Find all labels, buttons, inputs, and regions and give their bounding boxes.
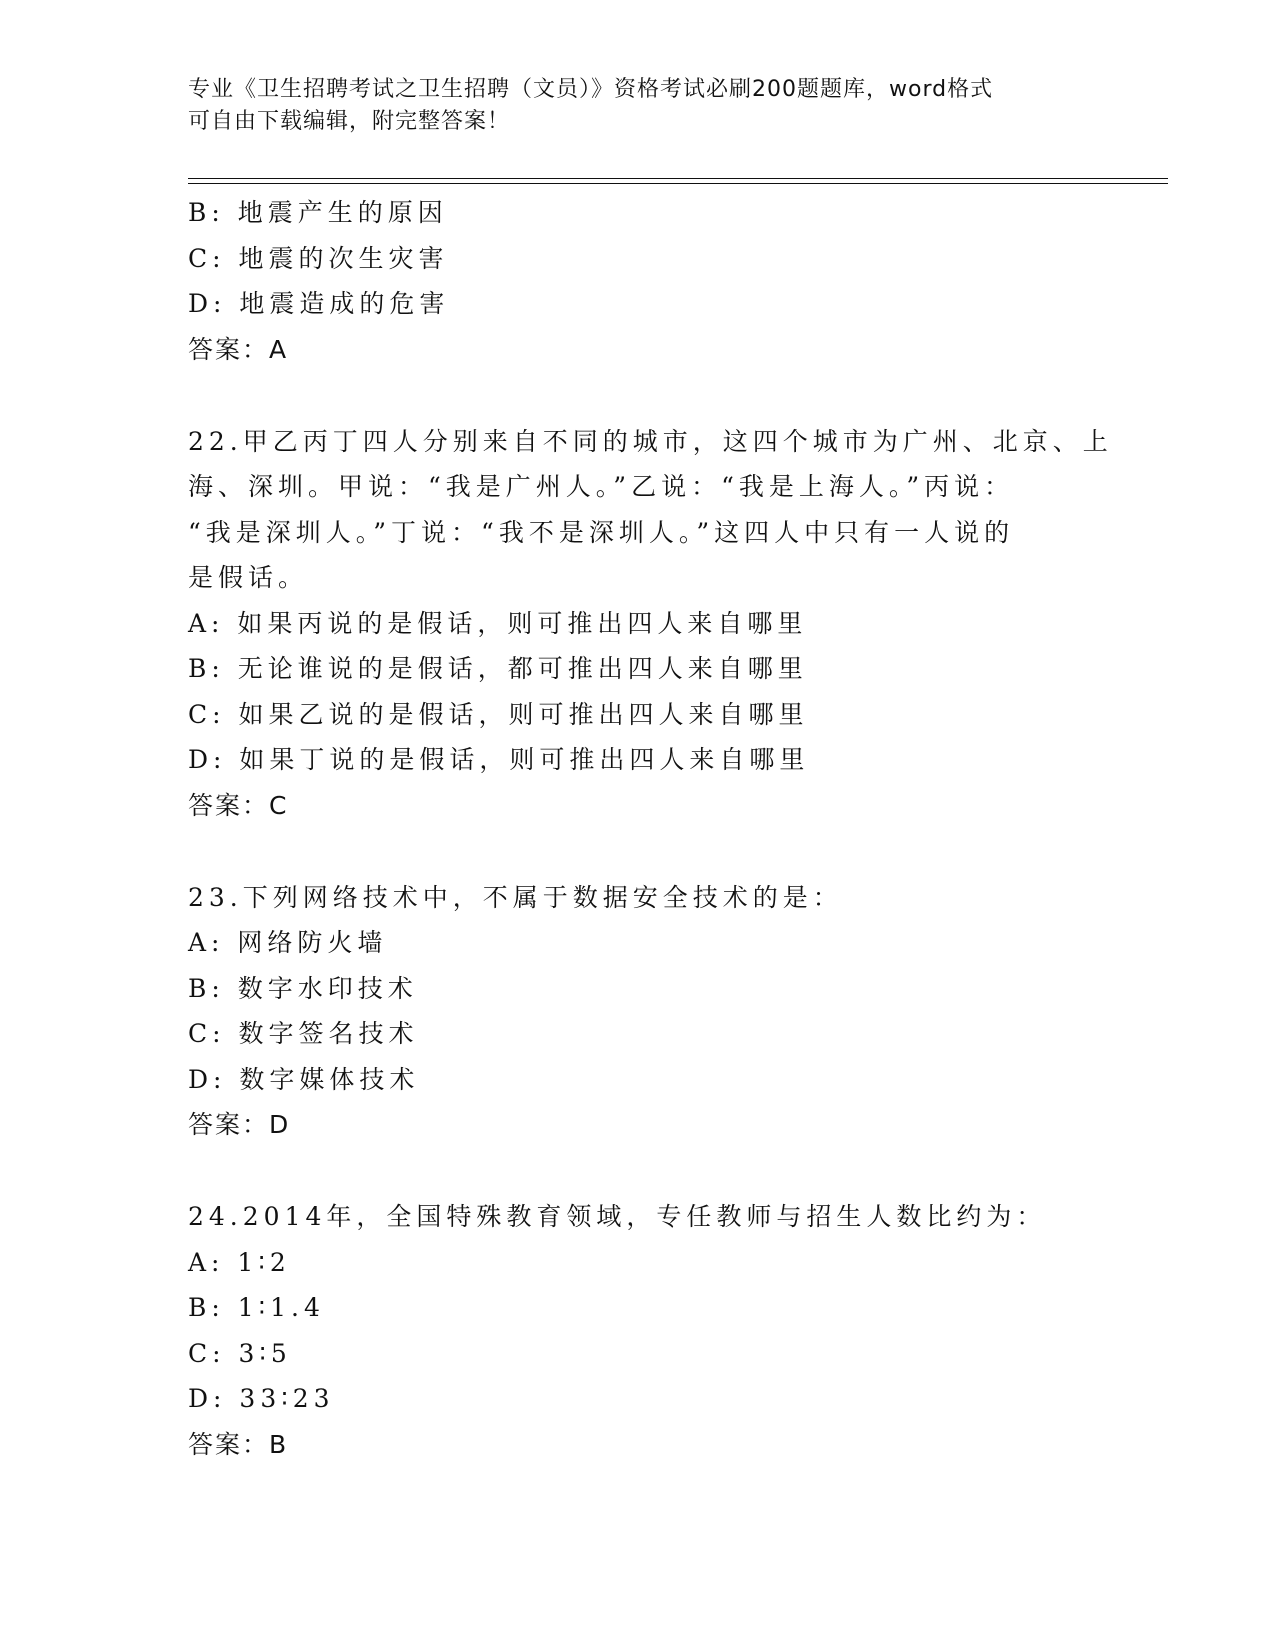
- answer-line: 答案：C: [188, 790, 289, 820]
- option-d: D: 地震造成的危害: [188, 289, 450, 318]
- answer-line: 答案：A: [188, 334, 289, 364]
- prev-question-block: [188, 190, 1088, 373]
- option-a: A: 如果丙说的是假话，则可推出四人来自哪里: [188, 608, 808, 638]
- spacer: [188, 829, 1088, 875]
- option-b: B: 数字水印技术: [188, 973, 418, 1003]
- question-text-line: “我是深圳人。”丁说：“我不是深圳人。”这四人中只有一人说的: [188, 517, 1015, 547]
- question-text-line: 海、深圳。甲说：“我是广州人。”乙说：“我是上海人。”丙说：: [188, 472, 1015, 501]
- document-header: [188, 74, 1088, 138]
- question-23: [188, 875, 1088, 1149]
- question-22: [188, 419, 1113, 829]
- header-line-2: 可自由下载编辑，附完整答案！: [188, 109, 511, 134]
- option-b: B: 地震产生的原因: [188, 198, 448, 227]
- option-d: D: 如果丁说的是假话，则可推出四人来自哪里: [188, 745, 810, 774]
- answer-line: 答案：B: [188, 1429, 289, 1459]
- question-text-line: 24.2014年，全国特殊教育领域，专任教师与招生人数比约为：: [188, 1202, 1047, 1231]
- option-b: B: 1∶1.4: [188, 1293, 325, 1322]
- option-c: C: 如果乙说的是假话，则可推出四人来自哪里: [188, 699, 809, 729]
- option-c: C: 数字签名技术: [188, 1019, 419, 1048]
- option-d: D: 33∶23: [188, 1384, 335, 1413]
- header-divider-top: [188, 178, 1168, 179]
- question-24: [188, 1194, 1088, 1468]
- question-text-line: 23.下列网络技术中，不属于数据安全技术的是：: [188, 882, 843, 912]
- option-c: C: 地震的次生灾害: [188, 243, 449, 273]
- spacer: [188, 373, 1088, 419]
- option-a: A: 1∶2: [188, 1247, 291, 1277]
- option-d: D: 数字媒体技术: [188, 1064, 420, 1094]
- option-a: A: 网络防火墙: [188, 928, 388, 957]
- question-text-line: 22.甲乙丙丁四人分别来自不同的城市，这四个城市为广州、北京、上: [188, 426, 1113, 456]
- option-c: C: 3∶5: [188, 1338, 292, 1368]
- header-line-1: 专业《卫生招聘考试之卫生招聘（文员）》资格考试必刷200题题库，word格式: [188, 77, 994, 102]
- question-text-line: 是假话。: [188, 563, 309, 592]
- document-body: [188, 190, 1113, 1468]
- header-divider-bottom: [188, 183, 1168, 184]
- option-b: B: 无论谁说的是假话，都可推出四人来自哪里: [188, 654, 808, 683]
- answer-line: 答案：D: [188, 1110, 291, 1139]
- spacer: [188, 1148, 1088, 1194]
